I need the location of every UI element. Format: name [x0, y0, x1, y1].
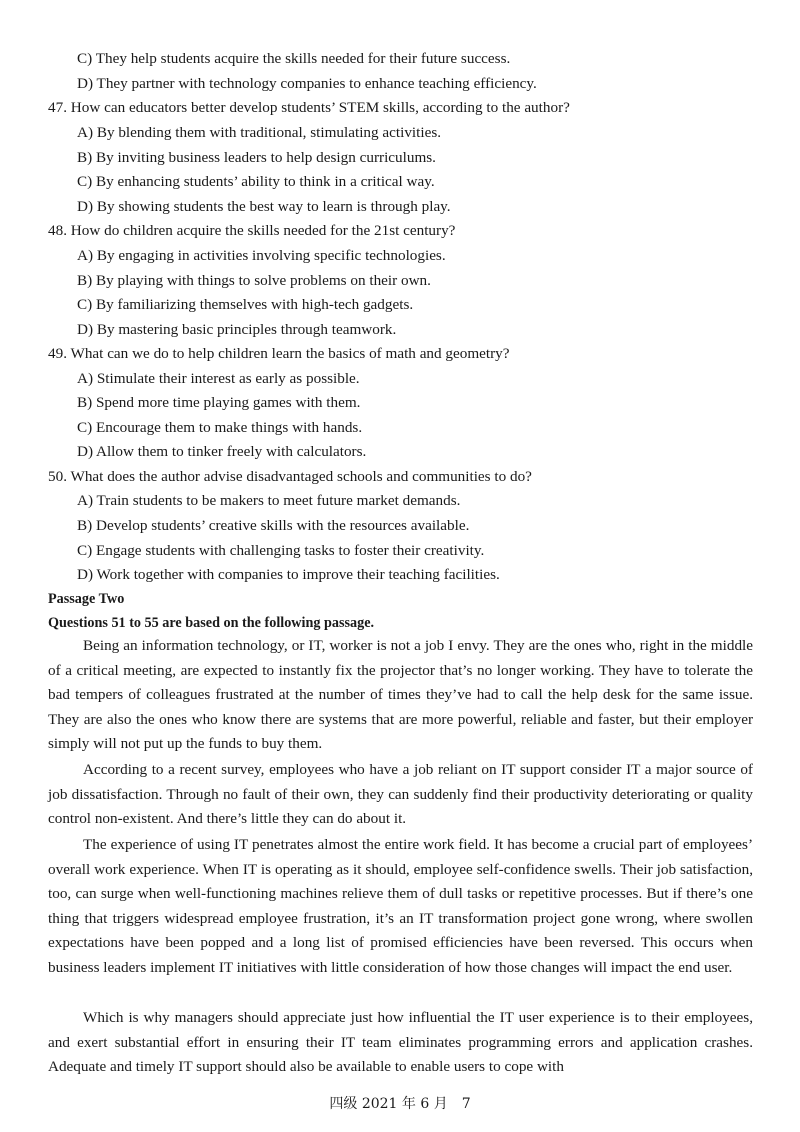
q47-stem: 47. How can educators better develop students’ STEM skills, according to the author? — [48, 99, 570, 116]
q49-option-d: D) Allow them to tinker freely with calculators. — [77, 443, 367, 460]
q50-option-b: B) Develop students’ creative skills with the resources available. — [77, 517, 470, 534]
q49-option-a: A) Stimulate their interest as early as possible. — [77, 370, 360, 387]
q46-option-c: C) They help students acquire the skills needed for their future success. — [77, 50, 511, 67]
passage-paragraph-3: The experience of using IT penetrates almost the entire work field. It has become a crucial part of employees’ overall work experience. When IT is operating as it should, employee self-confidence swells. Their job satisfaction, too, can surge when well-functioning machines relieve them of dull tasks or repetitive processes. But if there’s one thing that triggers widespread employee frustration, it’s an IT transformation project gone wrong, where swollen expectations have been popped and a long list of promised efficiencies have been reversed. This occurs when business leaders implement IT initiatives with little consideration of how those changes will impact the end user. — [48, 836, 753, 976]
q49-option-b: B) Spend more time playing games with them. — [77, 394, 361, 411]
q50-option-a: A) Train students to be makers to meet future market demands. — [77, 492, 461, 509]
passage-paragraph-4: Which is why managers should appreciate just how influential the IT user experience is to their employees, and exert substantial effort in ensuring their IT team eliminates programming errors and application crashes. Adequate and timely IT support should also be available to enable users to cope with — [48, 1009, 753, 1076]
q47-option-c: C) By enhancing students’ ability to think in a critical way. — [77, 173, 435, 190]
q49-stem: 49. What can we do to help children learn the basics of math and geometry? — [48, 345, 510, 362]
q47-option-a: A) By blending them with traditional, stimulating activities. — [77, 124, 442, 141]
q48-option-d: D) By mastering basic principles through teamwork. — [77, 321, 397, 338]
q47-option-d: D) By showing students the best way to learn is through play. — [77, 198, 451, 215]
q48-option-b: B) By playing with things to solve problems on their own. — [77, 272, 431, 289]
passage-heading: Passage Two — [48, 591, 125, 607]
q48-stem: 48. How do children acquire the skills needed for the 21st century? — [48, 222, 456, 239]
q48-option-a: A) By engaging in activities involving specific technologies. — [77, 247, 446, 264]
passage-subheading: Questions 51 to 55 are based on the following passage. — [48, 615, 375, 631]
q50-stem: 50. What does the author advise disadvantaged schools and communities to do? — [48, 468, 532, 485]
passage-paragraph-2: According to a recent survey, employees who have a job reliant on IT support consider IT a major source of job dissatisfaction. Through no fault of their own, they can suddenly find their productivity deteriorating or quality control non-existent. And there’s little they can do about it. — [48, 761, 753, 828]
q49-option-c: C) Encourage them to make things with hands. — [77, 419, 363, 436]
q47-option-b: B) By inviting business leaders to help design curriculums. — [77, 149, 436, 166]
page-footer: 四级 2021 年 6 月 7 — [329, 1096, 471, 1112]
passage-paragraph-1: Being an information technology, or IT, worker is not a job I envy. They are the ones who, right in the middle of a critical meeting, are expected to instantly fix the projector that’s no longer working. They have to tolerate the bad tempers of colleagues frustrated at the number of times they’ve had to call the help desk for the same issue. They are also the ones who know there are systems that are more powerful, reliable and faster, but their employer simply will not put up the funds to buy them. — [48, 637, 753, 753]
q50-option-d: D) Work together with companies to improve their teaching facilities. — [77, 566, 500, 583]
q50-option-c: C) Engage students with challenging tasks to foster their creativity. — [77, 542, 485, 559]
q46-option-d: D) They partner with technology companies to enhance teaching efficiency. — [77, 75, 537, 92]
q48-option-c: C) By familiarizing themselves with high-tech gadgets. — [77, 296, 414, 313]
